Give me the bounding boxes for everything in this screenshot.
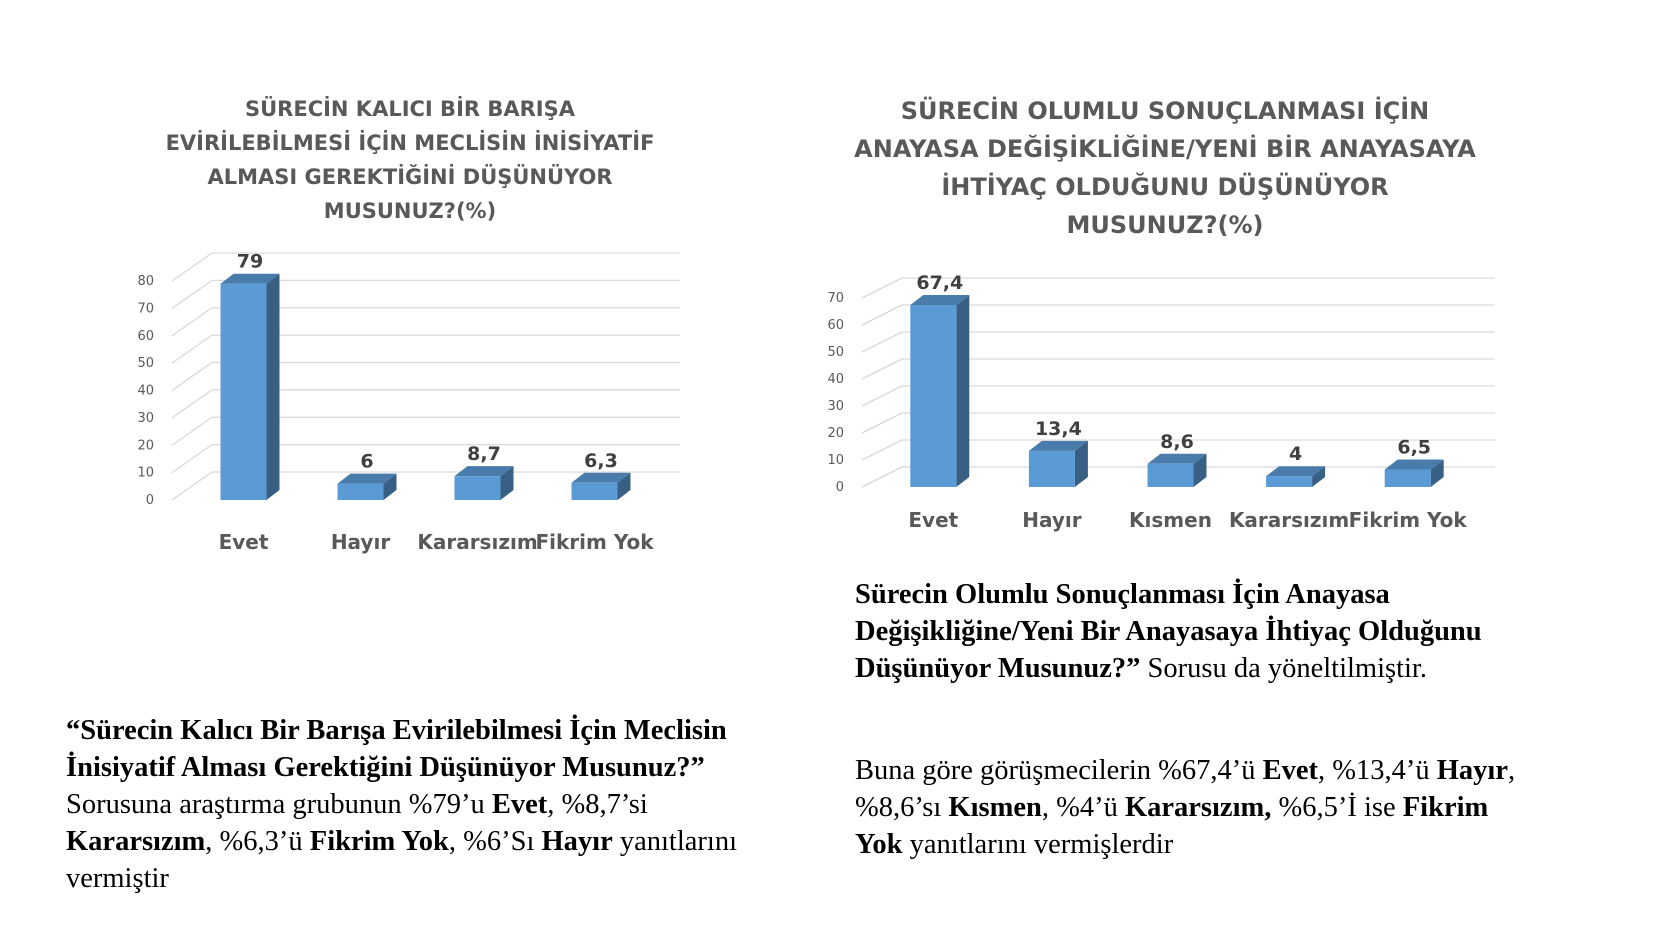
grid-diagonal bbox=[862, 278, 902, 298]
chart-0 bbox=[137, 251, 680, 554]
data-label: 79 bbox=[236, 250, 264, 273]
category-label: Kararsızım bbox=[417, 530, 538, 554]
bar-evet bbox=[221, 274, 280, 500]
description-meclis bbox=[66, 712, 786, 897]
grid-diagonal bbox=[172, 280, 212, 308]
bar-front bbox=[338, 484, 384, 500]
category-label: Fikrim Yok bbox=[535, 530, 654, 554]
description-anayasa-results bbox=[855, 752, 1535, 863]
category-label: Evet bbox=[218, 530, 269, 554]
grid-diagonal bbox=[172, 390, 212, 418]
chart-1 bbox=[827, 272, 1495, 532]
text-run: , %8,6’sı bbox=[855, 755, 1516, 823]
bold-run: Evet bbox=[491, 789, 548, 820]
bar-side bbox=[956, 295, 969, 487]
data-label: 8,7 bbox=[467, 443, 501, 466]
y-tick-label: 20 bbox=[137, 438, 154, 454]
data-label: 13,4 bbox=[1034, 417, 1082, 440]
y-tick-label: 50 bbox=[827, 345, 844, 360]
bold-run: Kararsızım, bbox=[1124, 792, 1272, 823]
chart-title-line: SÜRECİN KALICI BİR BARIŞA bbox=[245, 97, 575, 121]
grid-diagonal bbox=[172, 445, 212, 473]
bar-front bbox=[221, 284, 267, 500]
bar-side bbox=[267, 274, 280, 500]
y-tick-label: 0 bbox=[145, 493, 154, 508]
bar-fikrim-yok bbox=[1385, 459, 1444, 487]
bold-run: Hayır bbox=[541, 826, 613, 857]
y-tick-label: 70 bbox=[827, 291, 844, 306]
bar-hayır bbox=[1029, 441, 1088, 487]
bar-kararsızım bbox=[1266, 466, 1325, 487]
y-tick-label: 0 bbox=[835, 480, 844, 495]
grid-diagonal bbox=[862, 467, 902, 487]
data-label: 8,6 bbox=[1160, 430, 1194, 453]
text-run: %6,5’İ ise bbox=[1271, 792, 1403, 823]
grid-diagonal bbox=[172, 417, 212, 445]
bar-kısmen bbox=[1148, 454, 1207, 487]
data-label: 6,5 bbox=[1397, 436, 1432, 459]
bar-fikrim-yok bbox=[572, 473, 631, 500]
grid-diagonal bbox=[862, 305, 902, 325]
text-run: yanıtlarını vermiştir bbox=[66, 826, 737, 894]
text-run: yanıtlarını vermişlerdir bbox=[902, 829, 1174, 860]
text-run: , %8,7’si bbox=[547, 789, 648, 820]
y-tick-label: 60 bbox=[137, 328, 154, 344]
text-run: Sorusu da yöneltilmiştir. bbox=[1140, 653, 1427, 684]
category-label: Hayır bbox=[330, 530, 391, 554]
bold-run: Evet bbox=[1262, 755, 1319, 786]
bold-run: Fikrim Yok bbox=[309, 826, 449, 857]
bold-run: Kararsızım bbox=[66, 826, 206, 857]
chart-title-line: ANAYASA DEĞİŞİKLİĞİNE/YENİ BİR ANAYASAYA bbox=[854, 135, 1476, 163]
bar-front bbox=[1385, 469, 1431, 487]
bar-front bbox=[910, 305, 956, 487]
bar-front bbox=[1266, 476, 1312, 487]
text-run: , %4’ü bbox=[1041, 792, 1125, 823]
grid-diagonal bbox=[172, 308, 212, 336]
category-label: Fikrim Yok bbox=[1348, 508, 1467, 532]
data-label: 4 bbox=[1288, 443, 1303, 466]
bold-run: Hayır bbox=[1436, 755, 1508, 786]
grid-diagonal bbox=[172, 335, 212, 363]
bold-run: Kısmen bbox=[948, 792, 1042, 823]
data-label: 6 bbox=[360, 450, 374, 473]
description-anayasa-question bbox=[855, 576, 1505, 687]
chart-title-line: MUSUNUZ?(%) bbox=[323, 199, 497, 223]
y-tick-label: 40 bbox=[137, 383, 154, 399]
y-tick-label: 10 bbox=[827, 453, 844, 468]
grid-diagonal bbox=[172, 253, 212, 281]
bar-kararsızım bbox=[455, 466, 514, 500]
chart-title-line: MUSUNUZ?(%) bbox=[1066, 211, 1264, 239]
y-tick-label: 30 bbox=[827, 399, 844, 414]
text-run: , %6’Sı bbox=[448, 826, 542, 857]
y-tick-label: 60 bbox=[827, 318, 844, 333]
category-label: Evet bbox=[908, 508, 959, 532]
y-tick-label: 70 bbox=[137, 301, 154, 317]
category-label: Hayır bbox=[1022, 508, 1082, 532]
bar-front bbox=[455, 476, 501, 500]
chart-title-line: ALMASI GEREKTİĞİNİ DÜŞÜNÜYOR bbox=[207, 165, 613, 189]
y-tick-label: 30 bbox=[137, 410, 154, 426]
chart-title-line: SÜRECİN OLUMLU SONUÇLANMASI İÇİN bbox=[900, 97, 1430, 125]
text-run: , %6,3’ü bbox=[205, 826, 310, 857]
grid-diagonal bbox=[862, 386, 902, 406]
y-tick-label: 50 bbox=[137, 356, 154, 372]
text-run: Sorusuna araştırma grubunun %79’u bbox=[66, 789, 492, 820]
y-tick-label: 20 bbox=[827, 426, 844, 441]
text-run: Buna göre görüşmecilerin %67,4’ü bbox=[855, 755, 1263, 786]
chart-title-line: EVİRİLEBİLMESİ İÇİN MECLİSİN İNİSİYATİF bbox=[165, 131, 655, 155]
category-label: Kısmen bbox=[1129, 508, 1212, 532]
bold-run: “Sürecin Kalıcı Bir Barışa Evirilebilmesi İçin Meclisin İnisiyatif Alması Gerektiğini Düşünüyor Musunuz?” bbox=[66, 715, 727, 783]
grid-diagonal bbox=[862, 359, 902, 379]
chart-title-line: İHTİYAÇ OLDUĞUNU DÜŞÜNÜYOR bbox=[941, 173, 1389, 201]
y-tick-label: 80 bbox=[137, 274, 154, 289]
y-tick-label: 40 bbox=[827, 372, 844, 387]
data-label: 67,4 bbox=[916, 272, 964, 295]
bar-hayır bbox=[338, 474, 397, 500]
grid-diagonal bbox=[862, 413, 902, 433]
bold-run: Fikrim Yok bbox=[855, 792, 1489, 860]
bar-front bbox=[572, 483, 618, 500]
bold-run: Sürecin Olumlu Sonuçlanması İçin Anayasa Değişikliğine/Yeni Bir Anayasaya İhtiyaç Olduğunu Düşünüyor Musunuz?” bbox=[855, 579, 1482, 684]
category-label: Kararsızım bbox=[1228, 508, 1350, 532]
data-label: 6,3 bbox=[584, 449, 618, 472]
grid-diagonal bbox=[172, 472, 212, 500]
bar-front bbox=[1029, 451, 1075, 487]
grid-diagonal bbox=[862, 332, 902, 352]
grid-diagonal bbox=[172, 363, 212, 391]
text-run: , %13,4’ü bbox=[1318, 755, 1437, 786]
grid-diagonal bbox=[862, 440, 902, 460]
bar-evet bbox=[910, 295, 969, 487]
bar-front bbox=[1148, 464, 1194, 487]
y-tick-label: 10 bbox=[137, 465, 154, 481]
